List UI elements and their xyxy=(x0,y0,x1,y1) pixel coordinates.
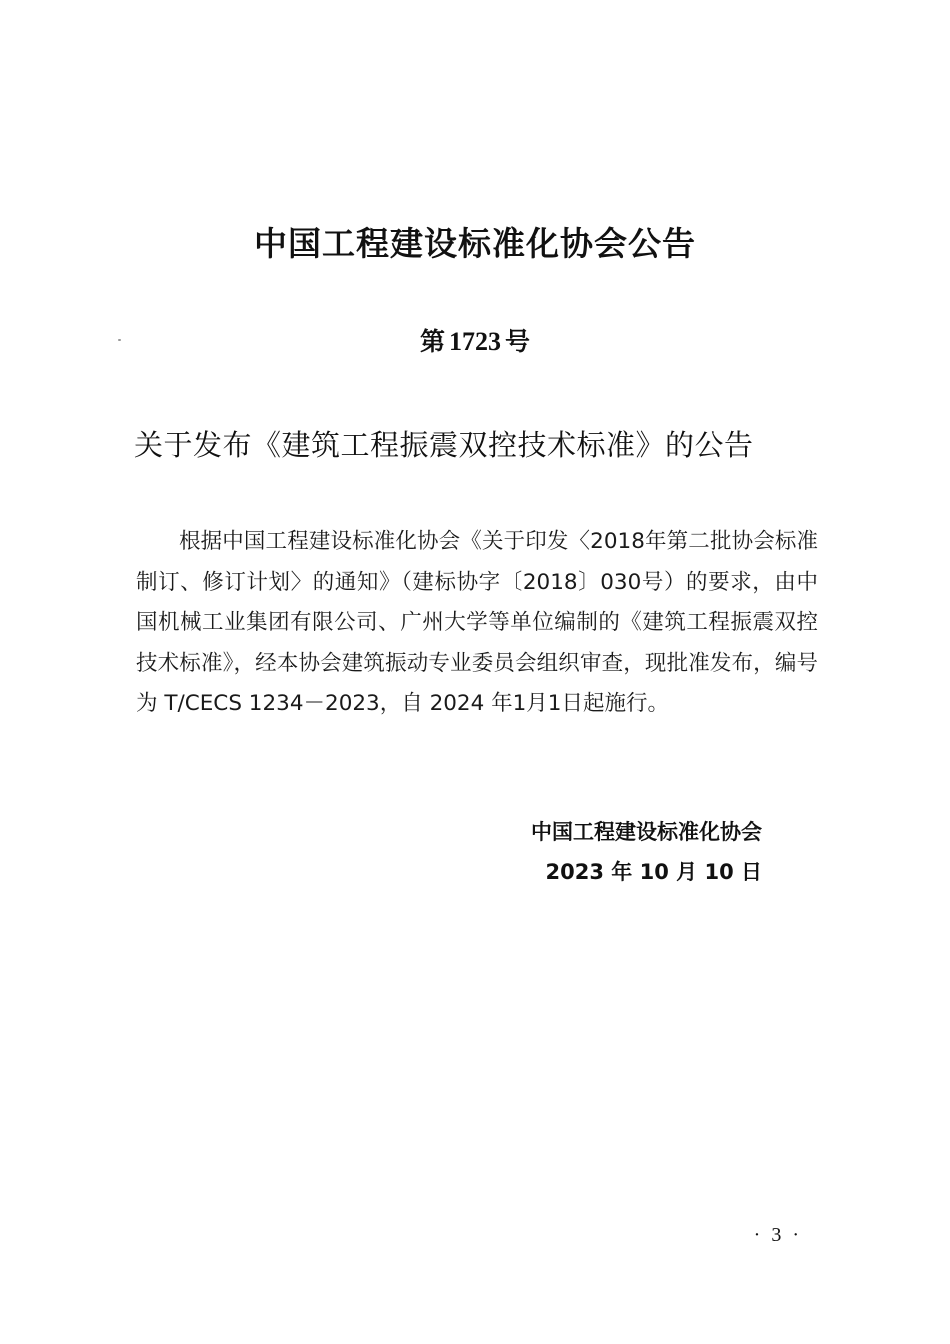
announcement-heading: 中国工程建设标准化协会公告 xyxy=(254,224,696,263)
signature-organization: 中国工程建设标准化协会 xyxy=(531,820,762,844)
number-prefix: 第 xyxy=(419,327,445,356)
signature-date: 2023 年 10 月 10 日 xyxy=(545,860,762,884)
number-suffix: 号 xyxy=(505,327,531,356)
announcement-body: 根据中国工程建设标准化协会《关于印发〈2018年第二批协会标准制订、修订计划〉的通知》（建标协字〔2018〕030号）的要求，由中国机械工业集团有限公司、广州大学等单位编制的《建筑工程振震双控技术标准》，经本协会建筑振动专业委员会组织审查，现批准发布，编号为 T/CECS 1234－2023，自 2024 年1月1日起施行。 xyxy=(136,529,818,716)
announcement-number xyxy=(0,322,950,358)
page-number: · 3 · xyxy=(753,1224,802,1246)
announcement-subject: 关于发布《建筑工程振震双控技术标准》的公告 xyxy=(134,428,754,462)
number-value: 1723 xyxy=(449,327,501,356)
